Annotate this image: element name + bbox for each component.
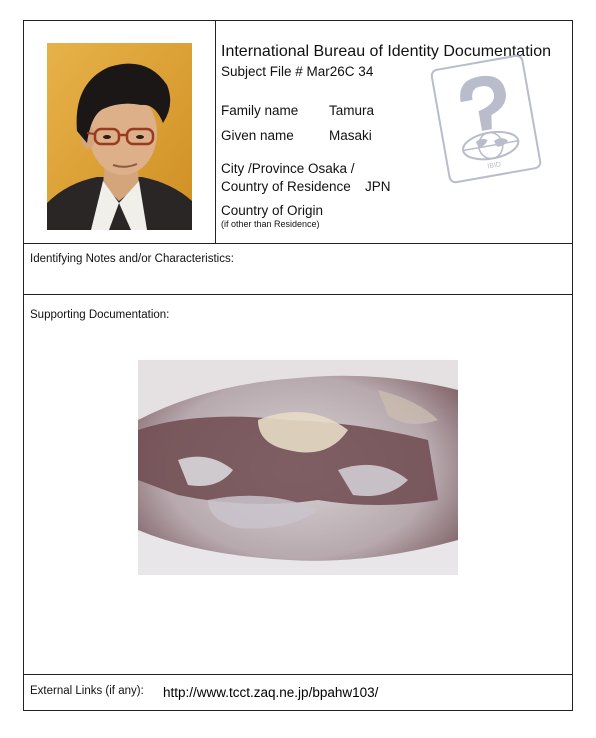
subject-file-number: Subject File # Mar26C 34 [221, 64, 374, 79]
question-mark-globe-icon [428, 54, 544, 184]
country-residence-label: Country of Residence [221, 179, 351, 194]
external-links-label: External Links (if any): [30, 685, 144, 697]
subject-photo [47, 43, 192, 230]
external-links-section [24, 675, 572, 711]
country-origin-label: Country of Origin [221, 203, 324, 218]
identity-card [23, 20, 573, 711]
city-province-line: City /Province Osaka / [221, 161, 355, 176]
country-origin-note: (if other than Residence) [221, 219, 320, 229]
logo-text: IBID [486, 161, 502, 171]
supporting-documentation-section [24, 294, 572, 675]
card-header-row [24, 21, 572, 244]
organization-title: International Bureau of Identity Documentation [221, 43, 551, 60]
country-residence-value: JPN [365, 179, 391, 194]
given-name-label: Given name [221, 128, 294, 143]
external-link-url[interactable]: http://www.tcct.zaq.ne.jp/bpahw103/ [163, 685, 379, 700]
identifying-notes-section [24, 243, 572, 295]
photo-cell [24, 21, 216, 243]
given-name-value: Masaki [329, 128, 372, 143]
family-name-label: Family name [221, 103, 299, 118]
supporting-document-image [138, 360, 458, 575]
supporting-documentation-label: Supporting Documentation: [30, 309, 170, 321]
identifying-notes-label: Identifying Notes and/or Characteristics: [30, 253, 234, 265]
family-name-value: Tamura [329, 103, 375, 118]
